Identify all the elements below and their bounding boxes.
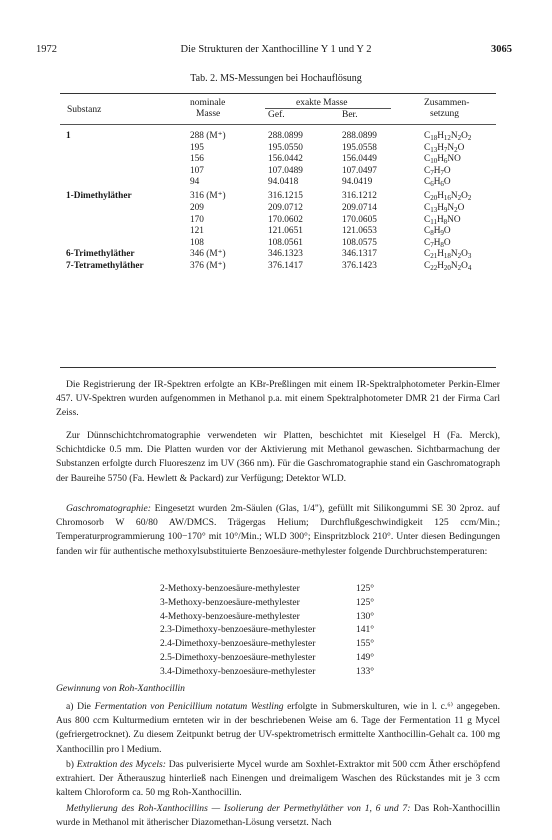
fermentation-label: Fermentation von Penicillium notatum Westling: [94, 701, 284, 712]
table-formula: $C_{20}H_{16}N_2O_2$: [424, 191, 472, 203]
page-year: 1972: [36, 44, 57, 55]
temperature-compound: 4-Methoxy-benzoesäure-methylester: [160, 611, 300, 622]
page-number: 3065: [491, 44, 512, 55]
table-mass-calc: 121.0653: [342, 226, 377, 237]
table-mass-calc: 209.0714: [342, 202, 377, 213]
temperature-compound: 2.5-Dimethoxy-benzoesäure-methylester: [160, 653, 316, 663]
table-nominal-mass: 121: [190, 226, 204, 237]
gc-label: Gaschromatographie:: [66, 503, 151, 514]
table-substance: 1-Dimethyläther: [66, 191, 132, 202]
temperature-compound: 2.3-Dimethoxy-benzoesäure-methylester: [160, 625, 316, 636]
table-top-rule: [60, 93, 496, 94]
table-mass-calc: 107.0497: [342, 165, 377, 176]
table-nominal-mass: 195: [190, 142, 204, 153]
col-header-zusammensetzung: Zusammen-: [424, 98, 470, 108]
paragraph-ir-uv: Die Registrierung der IR-Spektren erfolgte an KBr-Preßlingen mit einem IR-Spektralphotometer Perkin-Elmer 457. UV-Spektren wurden aufgenommen in Methanol p.a. mit einem Spektralphotometer DMR 21 der Firma Carl Zeiss.: [56, 379, 500, 419]
table-mass-found: 195.0550: [268, 142, 303, 153]
temperature-value: 130°: [356, 611, 375, 622]
table-formula: $C_{10}H_6NO$: [424, 154, 461, 166]
table-mass-calc: 288.0899: [342, 131, 377, 141]
col-header-substanz: Substanz: [67, 105, 102, 115]
methylation-label: Methylierung des Roh-Xanthocillins — Isolierung der Permethyläther von 1, 6 und 7:: [66, 803, 411, 814]
paragraph-chromatography: Zur Dünnschichtchromatographie verwendeten wir Platten, beschichtet mit Kieselgel H (Fa. Merck), Schichtdicke 0.5 mm. Die Platten wurden vor der Aktivierung mit Methanol gewaschen. Sichtbarmachung der Substanzen erfolgte durch Fluoreszenz im UV (366 nm). Für die Gaschromatographie stand ein Gaschromatograph der Baureihe 5750 (Fa. Hewlett & Packard) zur Verfügung; Detektor WLD.: [56, 430, 500, 484]
col-header-setzung: setzung: [430, 109, 460, 119]
table-mass-calc: 108.0575: [342, 237, 377, 248]
table-formula: $C_{13}H_7N_2O$: [424, 142, 465, 154]
table-mass-found: 288.0899: [268, 131, 303, 141]
table-nominal-mass: 94: [190, 177, 200, 188]
table-formula: $C_{22}H_{20}N_2O_4$: [424, 260, 472, 272]
table-mass-found: 209.0712: [268, 202, 303, 213]
table-nominal-mass: 316 (M⁺): [190, 191, 226, 202]
col-header-exakte-masse: exakte Masse: [296, 98, 348, 108]
table-mass-found: 108.0561: [268, 237, 303, 248]
table-mass-found: 107.0489: [268, 165, 303, 176]
table-mass-found: 346.1323: [268, 249, 303, 260]
table-formula: $C_{21}H_{18}N_2O_3$: [424, 249, 472, 261]
table-nominal-mass: 288 (M⁺): [190, 131, 226, 141]
temperature-compound: 2-Methoxy-benzoesäure-methylester: [160, 584, 300, 594]
temperature-compound: 2.4-Dimethoxy-benzoesäure-methylester: [160, 639, 316, 650]
table-caption: Tab. 2. MS-Messungen bei Hochauflösung: [190, 73, 362, 84]
table-mass-found: 121.0651: [268, 226, 303, 237]
temperature-value: 125°: [356, 584, 375, 594]
table-formula: $C_7H_7O$: [424, 165, 451, 177]
table-mass-calc: 156.0449: [342, 154, 377, 165]
table-nominal-mass: 209: [190, 202, 204, 213]
col-header-masse: Masse: [196, 109, 221, 119]
table-formula: $C_8H_9O$: [424, 226, 451, 238]
table-formula: $C_{18}H_{12}N_2O_2$: [424, 131, 472, 142]
table-substance: 7-Tetramethyläther: [66, 260, 144, 271]
paragraph-methylation: Methylierung des Roh-Xanthocillins — Isolierung der Permethyläther von 1, 6 und 7: Das Roh-Xanthocillin wurde in Methanol mit ätherischer Diazomethan-Lösung versetzt. Nach: [56, 803, 500, 829]
running-title: Die Strukturen der Xanthocilline Y 1 und Y 2: [180, 44, 372, 55]
table-mass-calc: 376.1423: [342, 260, 377, 271]
temperature-value: 141°: [356, 625, 375, 636]
section-heading: Gewinnung von Roh-Xanthocillin: [56, 683, 185, 694]
temperature-value: 133°: [356, 666, 375, 677]
paragraph-extraction: b) Extraktion des Mycels: Das pulverisierte Mycel wurde am Soxhlet-Extraktor mit 500 ccm Äther erschöpfend extrahiert. Der Ätherauszug hinterließ nach Einengen und dreimaligem Waschen des Rückstandes mit je 3 ccm kaltem Chloroform ca. 50 mg Roh-Xanthocillin.: [56, 759, 501, 799]
col-header-gef: Gef.: [268, 110, 285, 120]
table-mass-found: 376.1417: [268, 260, 303, 271]
table-formula: $C_{11}H_8NO$: [424, 214, 461, 226]
exakte-masse-rule: [265, 108, 391, 109]
table-substance: 6-Trimethyläther: [66, 249, 135, 260]
paragraph-fermentation: a) Die Fermentation von Penicillium notatum Westling erfolgte in Submerskulturen, wie in l. c.⁶⁾ angegeben. Aus 800 ccm Kulturmedium ernteten wir in der beschriebenen Weise am 6. Tage der Fermentation 11 g Mycel (gefriergetrocknet). Zu diesem Zeitpunkt betrug der UV-spektrometrisch ermittelte Xanthocillin-Gehalt ca. 100 mg Xanthocillin pro l Medium.: [56, 701, 500, 755]
temperature-compound: 3-Methoxy-benzoesäure-methylester: [160, 597, 300, 608]
temperature-value: 125°: [356, 597, 375, 608]
table-nominal-mass: 376 (M⁺): [190, 260, 226, 271]
table-nominal-mass: 107: [190, 165, 204, 176]
table-mass-found: 170.0602: [268, 214, 303, 225]
extraction-label: Extraktion des Mycels:: [76, 759, 166, 770]
table-mass-calc: 346.1317: [342, 249, 377, 260]
table-formula: $C_{13}H_9N_2O$: [424, 202, 465, 214]
table-bottom-rule: [60, 367, 496, 368]
temperature-value: 155°: [356, 639, 375, 650]
table-nominal-mass: 156: [190, 154, 204, 165]
table-header-rule: [60, 124, 496, 125]
table-formula: $C_7H_8O$: [424, 237, 451, 249]
table-nominal-mass: 346 (M⁺): [190, 249, 226, 260]
table-mass-calc: 170.0605: [342, 214, 377, 225]
table-mass-found: 156.0442: [268, 154, 303, 165]
table-nominal-mass: 108: [190, 237, 204, 248]
col-header-ber: Ber.: [342, 110, 358, 120]
table-mass-calc: 94.0419: [342, 177, 373, 188]
table-mass-found: 316.1215: [268, 191, 303, 202]
table-formula: $C_6H_6O$: [424, 177, 451, 189]
table-substance: 1: [66, 131, 71, 141]
temperature-compound: 3.4-Dimethoxy-benzoesäure-methylester: [160, 666, 316, 677]
col-header-nominale: nominale: [190, 98, 226, 108]
paragraph-gc-conditions: Gaschromatographie: Eingesetzt wurden 2m-Säulen (Glas, 1/4"), gefüllt mit Silikongummi SE 30 2proz. auf Chromosorb W 60/80 AW/DMCS. Trägergas Helium; Durchflußgeschwindigkeit 125 ccm/Min.; Temperaturprogrammierung 100−170° mit 10°/Min.; WLD 300°; Einspritzblock 210°. Unter diesen Bedingungen fanden wir für authentische methoxylsubstituierte Benzoesäure-methylester folgende Durchbruchstemperaturen:: [56, 503, 500, 557]
temperature-value: 149°: [356, 653, 375, 663]
table-nominal-mass: 170: [190, 214, 204, 225]
table-mass-found: 94.0418: [268, 177, 299, 188]
table-mass-calc: 316.1212: [342, 191, 377, 202]
table-mass-calc: 195.0558: [342, 142, 377, 153]
